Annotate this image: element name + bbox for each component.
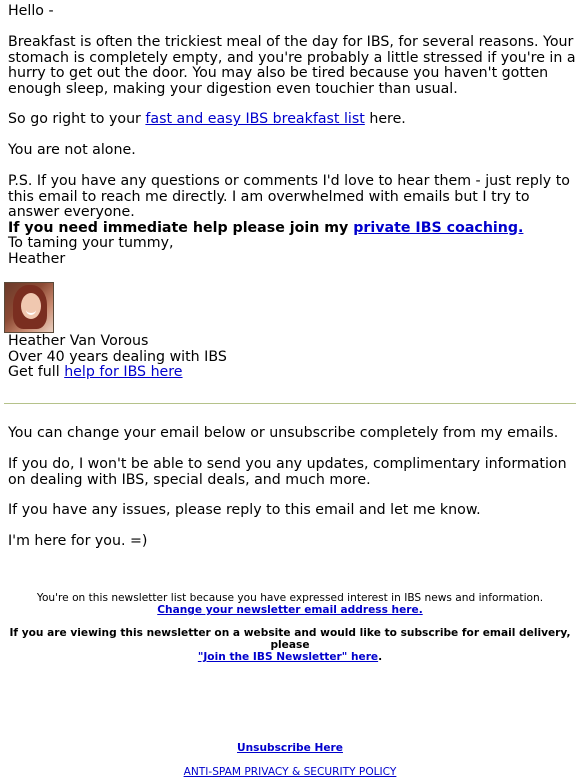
help-prefix: Get full — [8, 364, 65, 380]
breakfast-list-prefix: So go right to your — [8, 111, 146, 127]
avatar — [4, 282, 54, 333]
newsletter-subscribe — [0, 627, 580, 663]
help-link[interactable]: help for IBS here — [64, 364, 183, 380]
issues-text: If you have any issues, please reply to this email and let me know. — [8, 502, 481, 518]
join-period: . — [378, 651, 383, 663]
privacy-policy-link[interactable]: ANTI-SPAM PRIVACY & SECURITY POLICY — [183, 766, 397, 778]
coaching-prompt: If you need immediate help please join my — [8, 219, 354, 236]
breakfast-paragraph: Breakfast is often the trickiest meal of the day for IBS, for several reasons. Your stomach is completely empty, and you're probably a little stressed if you're in a hurry to get out the door. You may also be tired because you haven't gotten enough sleep, making your digestion even touchier than usual. — [8, 34, 576, 97]
change-email-text: You can change your email below or unsubscribe completely from my emails. — [8, 425, 559, 441]
greeting: Hello - — [8, 3, 54, 19]
divider — [4, 403, 576, 404]
breakfast-list-paragraph — [8, 112, 406, 128]
coaching-link[interactable]: private IBS coaching. — [353, 219, 524, 236]
closing-name: Heather — [8, 250, 66, 267]
breakfast-list-link[interactable]: fast and easy IBS breakfast list — [145, 111, 365, 127]
signature-tagline: Over 40 years dealing with IBS — [8, 348, 227, 365]
unsubscribe-warning: If you do, I won't be able to send you any updates, complimentary information on dealing with IBS, special deals, and much more. — [8, 456, 567, 488]
unsubscribe-link[interactable]: Unsubscribe Here — [237, 742, 343, 754]
not-alone-text: You are not alone. — [8, 142, 136, 158]
policy-section — [0, 766, 580, 778]
join-newsletter-link[interactable]: "Join the IBS Newsletter" here — [197, 651, 379, 663]
signature — [8, 334, 227, 381]
newsletter-interest — [0, 592, 580, 616]
change-newsletter-email-link[interactable]: Change your newsletter email address here. — [157, 604, 423, 616]
signature-name: Heather Van Vorous — [8, 333, 149, 349]
ps-paragraph — [8, 174, 578, 236]
closing-line: To taming your tummy, — [8, 235, 174, 251]
newsletter-interest-text: You're on this newsletter list because you have expressed interest in IBS news and information. — [36, 592, 544, 604]
here-for-you-text: I'm here for you. =) — [8, 533, 148, 549]
website-subscribe-text: If you are viewing this newsletter on a website and would like to subscribe for email delivery, please — [9, 627, 571, 651]
closing — [8, 236, 173, 267]
breakfast-list-suffix: here. — [364, 111, 406, 127]
avatar-face — [21, 293, 41, 319]
unsubscribe-section — [0, 742, 580, 754]
ps-text: P.S. If you have any questions or comments I'd love to hear them - just reply to this email to reach me directly. I am overwhelmed with emails but I try to answer everyone. — [8, 173, 570, 220]
